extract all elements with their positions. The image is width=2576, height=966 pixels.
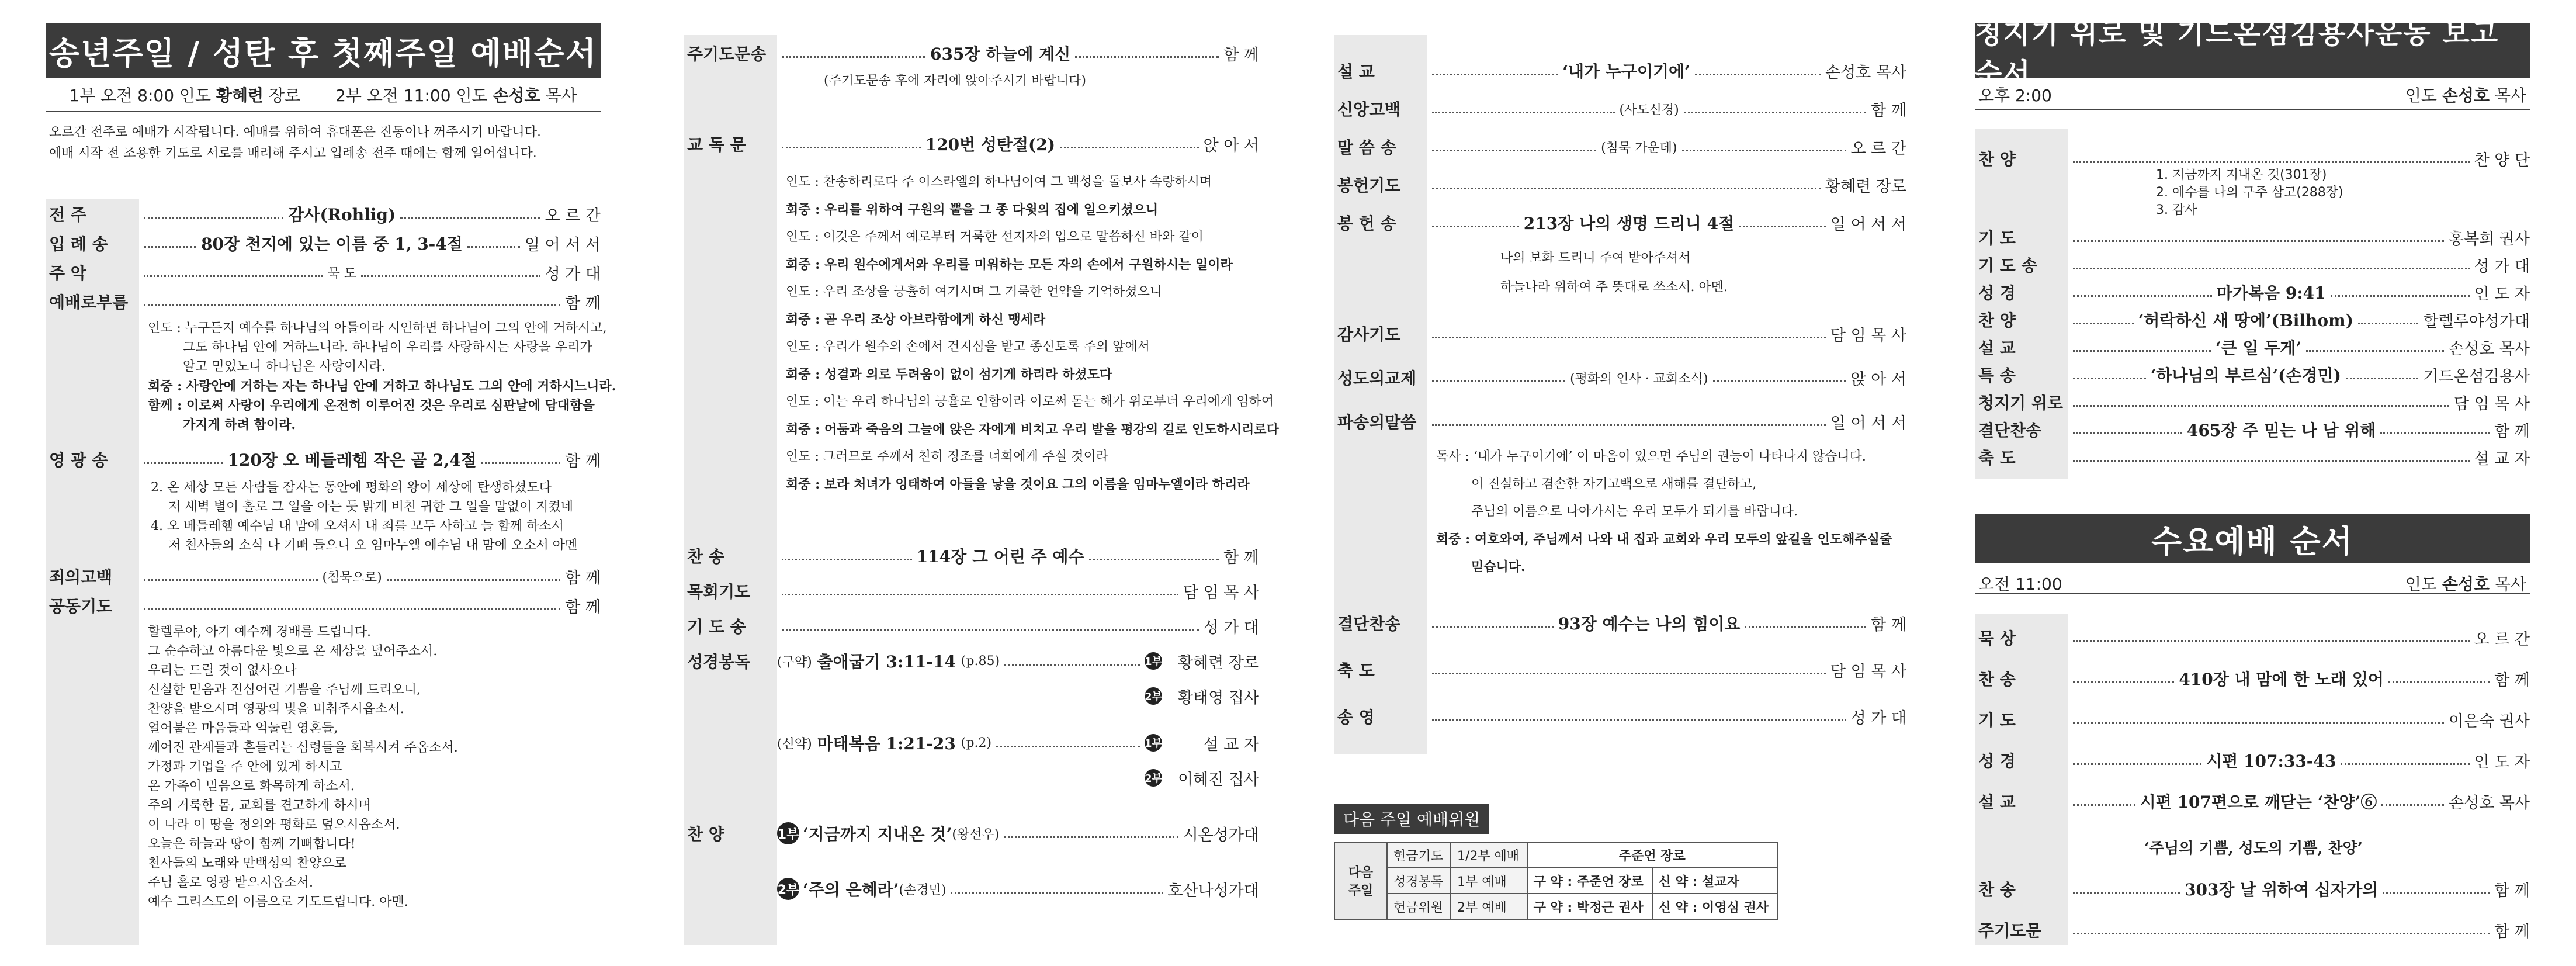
prayer-line: 우리는 드릴 것이 없사오나 bbox=[148, 663, 297, 678]
notice-2: 예배 시작 전 조용한 기도로 서로를 배려해 주시고 입례송 전주 때에는 함께 일어섭니다. bbox=[49, 146, 537, 161]
order-row: 파송의말씀 일 어 서 서 bbox=[1337, 413, 1906, 432]
prayer-line: 이 나라 이 땅을 정의와 평화로 덮으시옵소서. bbox=[148, 818, 400, 832]
order-row: 주기도문 함 께 bbox=[1978, 921, 2530, 941]
scripture-reader: 2부 이혜진 집사 bbox=[684, 766, 1259, 790]
service-1-badge: 1부 bbox=[1145, 734, 1162, 752]
reading-line: 회중 : 어둠과 죽음의 그늘에 앉은 자에게 비치고 우리 발을 평강의 길로 인도하시리로다 bbox=[786, 422, 1279, 437]
prayer-line: 할렐루야, 아기 예수께 경배를 드립니다. bbox=[148, 625, 371, 639]
prayer-line: 주님 홀로 영광 받으시옵소서. bbox=[148, 875, 313, 890]
service-2-badge: 2부 bbox=[777, 878, 799, 900]
order-row: 기 도 송 성 가 대 bbox=[1978, 256, 2530, 276]
order-row: 특 송 ‘하나님의 부르심’(손경민) 기드온섬김용사 bbox=[1978, 366, 2530, 386]
prayer-line: 얼어붙은 마음들과 억눌린 영혼들, bbox=[148, 721, 338, 736]
order-row: 입 례 송 80장 천지에 있는 이름 중 1, 3-4절 일 어 서 서 bbox=[49, 234, 601, 254]
offertory-line: 하늘나라 위하여 주 뜻대로 쓰소서. 아멘. bbox=[1500, 280, 1728, 295]
hymn-line: 2. 온 세상 모든 사람들 잠자는 동안에 평화의 왕이 세상에 탄생하셨도다 bbox=[151, 480, 552, 495]
column-3 bbox=[1334, 35, 1906, 945]
reading-line: 회중 : 보라 처녀가 잉태하여 아들을 낳을 것이요 그의 이름을 임마누엘이라 하리라 bbox=[786, 477, 1250, 492]
order-row: 찬 송 303장 날 위하여 십자가의 함 께 bbox=[1978, 880, 2530, 900]
divider bbox=[1975, 109, 2530, 110]
prayer-line: 주의 거룩한 몸, 교회를 견고하게 하시며 bbox=[148, 798, 371, 813]
label-column bbox=[684, 35, 777, 945]
sending-line: 독사 : ‘내가 누구이기에’ 이 마음이 있으면 주님의 권능이 나타나지 않습니다. bbox=[1436, 449, 1866, 464]
order-row: 축 도 담 임 목 사 bbox=[1337, 661, 1906, 681]
order-row: 찬 양 ‘허락하신 새 땅에’(Bilhom) 할렐루야성가대 bbox=[1978, 311, 2530, 331]
section-title-1: 청지기 위로 및 기드온섬김용사운동 보고 순서 bbox=[1975, 23, 2530, 78]
order-row: 말 씀 송 (침묵 가운데) 오 르 간 bbox=[1337, 138, 1906, 158]
reading-line: 인도 : 찬송하리로다 주 이스라엘의 하나님이여 그 백성을 돌보사 속량하시며 bbox=[786, 175, 1212, 189]
sermon-subtitle: ‘주님의 기쁨, 성도의 기쁨, 찬양’ bbox=[2144, 840, 2363, 857]
prayer-line: 깨어진 관계들과 흔들리는 심령들을 회복시켜 주옵소서. bbox=[148, 740, 458, 755]
praise-song: 2. 예수를 나의 구주 삼고(288장) bbox=[2156, 185, 2343, 200]
hymn-line: 저 천사들의 소식 나 기뻐 들으니 오 임마누엘 예수님 내 맘에 오소서 아멘 bbox=[168, 538, 578, 553]
order-row: 예배로부름 함 께 bbox=[49, 293, 601, 313]
prayer-line: 신실한 믿음과 진심어린 기쁨을 주님께 드리오니, bbox=[148, 683, 421, 697]
scripture-reader: 2부 황태영 집사 bbox=[684, 684, 1259, 708]
order-row: 교 독 문 120번 성탄절(2) 앉 아 서 bbox=[687, 135, 1260, 155]
order-row: 찬 송 114장 그 어린 주 예수 함 께 bbox=[687, 547, 1259, 567]
sending-line: 믿습니다. bbox=[1471, 559, 1526, 574]
sending-line: 회중 : 여호와여, 주님께서 나와 내 집과 교회와 우리 모두의 앞길을 인도해주실줄 bbox=[1436, 532, 1892, 547]
order-row: 설 교 ‘큰 일 두게’ 손성호 목사 bbox=[1978, 338, 2530, 358]
call-line: 가지게 하려 함이라. bbox=[183, 417, 296, 432]
order-row: 신앙고백 (사도신경) 함 께 bbox=[1337, 100, 1906, 120]
column-1 bbox=[46, 23, 616, 945]
prayer-line: 그 순수하고 아름다운 빛으로 온 세상을 덮어주소서. bbox=[148, 644, 438, 659]
call-line: 알고 믿었노니 하나님은 사랑이시라. bbox=[183, 359, 386, 374]
anthem-row: 찬 양 1부 ‘지금까지 지내온 것’ (왕선우) 시온성가대 bbox=[684, 821, 1259, 846]
reading-line: 회중 : 곧 우리 조상 아브라함에게 하신 맹세라 bbox=[786, 312, 1046, 327]
order-row: 목회기도 담 임 목 사 bbox=[687, 582, 1259, 602]
anthem-row: 2부 ‘주의 은혜라’ (손경민) 호산나성가대 bbox=[684, 877, 1259, 901]
next-week-table: 다음 주일 헌금기도 1/2부 예배 주준언 장로 성경봉독 1부 예배 구 약 : 주준언 장로 신 약 : 설교자 헌금위원 2부 예배 구 약 : 박정근 권사 신 약 : 이영심 권사 bbox=[1334, 842, 1778, 920]
order-row: 결단찬송 465장 주 믿는 나 남 위해 함 께 bbox=[1978, 421, 2530, 441]
order-row: 기 도 이은숙 권사 bbox=[1978, 711, 2530, 730]
order-row: 주 악 묵 도 성 가 대 bbox=[49, 264, 601, 283]
reading-line: 인도 : 우리 조상을 긍휼히 여기시며 그 거룩한 언약을 기억하셨으니 bbox=[786, 285, 1163, 299]
next-week-title: 다음 주일 예배위원 bbox=[1334, 804, 1489, 834]
call-line: 인도 : 누구든지 예수를 하나님의 아들이라 시인하면 하나님이 그의 안에 거하시고, bbox=[148, 321, 607, 335]
reading-line: 인도 : 이것은 주께서 예로부터 거룩한 선지자의 입으로 말씀하신 바와 같이 bbox=[786, 230, 1204, 244]
prayer-line: 예수 그리스도의 이름으로 기도드립니다. 아멘. bbox=[148, 895, 408, 909]
order-row: 설 교 ‘내가 누구이기에’ 손성호 목사 bbox=[1337, 62, 1906, 82]
reading-line: 회중 : 우리를 위하여 구원의 뿔을 그 종 다윗의 집에 일으키셨으니 bbox=[786, 202, 1159, 217]
prayer-line: 가정과 기업을 주 안에 있게 하시고 bbox=[148, 760, 342, 774]
service-times: 1부 오전 8:00 인도 황혜련 장로 2부 오전 11:00 인도 손성호 목사 bbox=[69, 86, 577, 105]
section-2-info: 오전 11:00 인도 손성호 목사 bbox=[1978, 574, 2526, 594]
order-row: 송 영 성 가 대 bbox=[1337, 708, 1906, 728]
order-row: 성 경 마가복음 9:41 인 도 자 bbox=[1978, 283, 2530, 303]
order-row: 봉헌기도 황혜련 장로 bbox=[1337, 176, 1906, 196]
notice-1: 오르간 전주로 예배가 시작됩니다. 예배를 위하여 휴대폰은 진동이나 꺼주시기 바랍니다. bbox=[49, 125, 541, 140]
service-1-badge: 1부 bbox=[777, 822, 799, 844]
order-row: 청지기 위로 담 임 목 사 bbox=[1978, 393, 2530, 413]
order-row: 찬 양 찬 양 단 bbox=[1978, 150, 2530, 169]
reading-line: 인도 : 그러므로 주께서 친히 징조를 너희에게 주실 것이라 bbox=[786, 449, 1109, 464]
section-1-info: 오후 2:00 인도 손성호 목사 bbox=[1978, 86, 2526, 105]
order-row: 기 도 송 성 가 대 bbox=[687, 617, 1259, 637]
reading-line: 인도 : 우리가 원수의 손에서 건지심을 받고 종신토록 주의 앞에서 bbox=[786, 340, 1150, 354]
praise-song: 1. 지금까지 지내온 것(301장) bbox=[2156, 168, 2327, 182]
order-row: 공동기도 함 께 bbox=[49, 597, 601, 617]
service-2-badge: 2부 bbox=[1145, 687, 1162, 705]
sending-line: 이 진실하고 겸손한 자기고백으로 새해를 결단하고, bbox=[1471, 477, 1757, 491]
prayer-line: 오늘은 하늘과 땅이 함께 기뻐합니다! bbox=[148, 837, 356, 851]
hymn-line: 저 새벽 별이 홀로 그 일을 아는 듯 밝게 비친 귀한 그 일을 말없이 지켰네 bbox=[168, 500, 573, 514]
column-2 bbox=[684, 35, 1279, 945]
order-row: 죄의고백 (침묵으로) 함 께 bbox=[49, 567, 601, 587]
call-line: 그도 하나님 안에 거하느니라. 하나님이 우리를 사랑하시는 사랑을 우리가 bbox=[183, 340, 592, 355]
reading-line: 인도 : 이는 우리 하나님의 긍휼로 인함이라 이로써 돋는 해가 위로부터 우리에게 임하여 bbox=[786, 394, 1274, 409]
order-row: 감사기도 담 임 목 사 bbox=[1337, 325, 1906, 345]
prayer-line: 온 가족이 믿음으로 화목하게 하소서. bbox=[148, 779, 355, 794]
hymn-line: 4. 오 베들레헴 예수님 내 맘에 오셔서 내 죄를 모두 사하고 늘 함께 하소서 bbox=[151, 519, 564, 534]
reading-line: 회중 : 우리 원수에게서와 우리를 미워하는 모든 자의 손에서 구원하시는 일이라 bbox=[786, 257, 1233, 272]
service-2-badge: 2부 bbox=[1145, 769, 1162, 787]
prayer-line: 천사들의 노래와 만백성의 찬양으로 bbox=[148, 856, 346, 871]
order-row: 봉 헌 송 213장 나의 생명 드리니 4절 일 어 서 서 bbox=[1337, 214, 1906, 234]
order-row: 축 도 설 교 자 bbox=[1978, 448, 2530, 468]
page-title: 송년주일 / 성탄 후 첫째주일 예배순서 bbox=[46, 23, 601, 78]
section-title-2: 수요예배 순서 bbox=[1975, 514, 2530, 563]
praise-song: 3. 감사 bbox=[2156, 203, 2197, 217]
order-row: 성 경 시편 107:33-43 인 도 자 bbox=[1978, 752, 2530, 771]
order-row: 묵 상 오 르 간 bbox=[1978, 629, 2530, 649]
order-row: 주기도문송 635장 하늘에 계신 함 께 bbox=[687, 44, 1260, 64]
scripture-row: (신약) 마태복음 1:21-23 (p.2) 1부 설 교 자 bbox=[777, 734, 1259, 754]
order-row: 영 광 송 120장 오 베들레헴 작은 골 2,4절 함 께 bbox=[49, 451, 601, 470]
divider bbox=[1975, 593, 2530, 594]
divider bbox=[46, 111, 601, 112]
order-row: 찬 송 410장 내 맘에 한 노래 있어 함 께 bbox=[1978, 670, 2530, 690]
order-row: 결단찬송 93장 예수는 나의 힘이요 함 께 bbox=[1337, 614, 1906, 634]
offertory-line: 나의 보화 드리니 주여 받아주셔서 bbox=[1500, 251, 1691, 265]
order-row: 전 주 감사(Rohlig) 오 르 간 bbox=[49, 205, 601, 225]
service-1-badge: 1부 bbox=[1145, 652, 1162, 670]
call-line: 함께 : 이로써 사랑이 우리에게 온전히 이루어진 것은 우리로 심판날에 담대함을 bbox=[148, 398, 595, 413]
prayer-line: 찬양을 받으시며 영광의 빛을 비춰주시옵소서. bbox=[148, 702, 404, 716]
reading-line: 회중 : 성결과 의로 두려움이 없이 섬기게 하리라 하셨도다 bbox=[786, 367, 1112, 382]
scripture-row: 성경봉독 (구약) 출애굽기 3:11-14 (p.85) 1부 황혜련 장로 bbox=[687, 652, 1259, 672]
order-row: 설 교 시편 107편으로 깨닫는 ‘찬양’⑥ 손성호 목사 bbox=[1978, 792, 2530, 812]
lords-prayer-note: (주기도문송 후에 자리에 앉아주시기 바랍니다) bbox=[824, 74, 1086, 88]
call-line: 회중 : 사랑안에 거하는 자는 하나님 안에 거하고 하나님도 그의 안에 거하시느니라. bbox=[148, 379, 616, 394]
sending-line: 주님의 이름으로 나아가시는 우리 모두가 되기를 바랍니다. bbox=[1471, 504, 1798, 519]
order-row: 성도의교제 (평화의 인사 · 교회소식) 앉 아 서 bbox=[1337, 369, 1906, 389]
column-4 bbox=[1975, 17, 2530, 945]
order-row: 기 도 홍복희 권사 bbox=[1978, 228, 2530, 248]
